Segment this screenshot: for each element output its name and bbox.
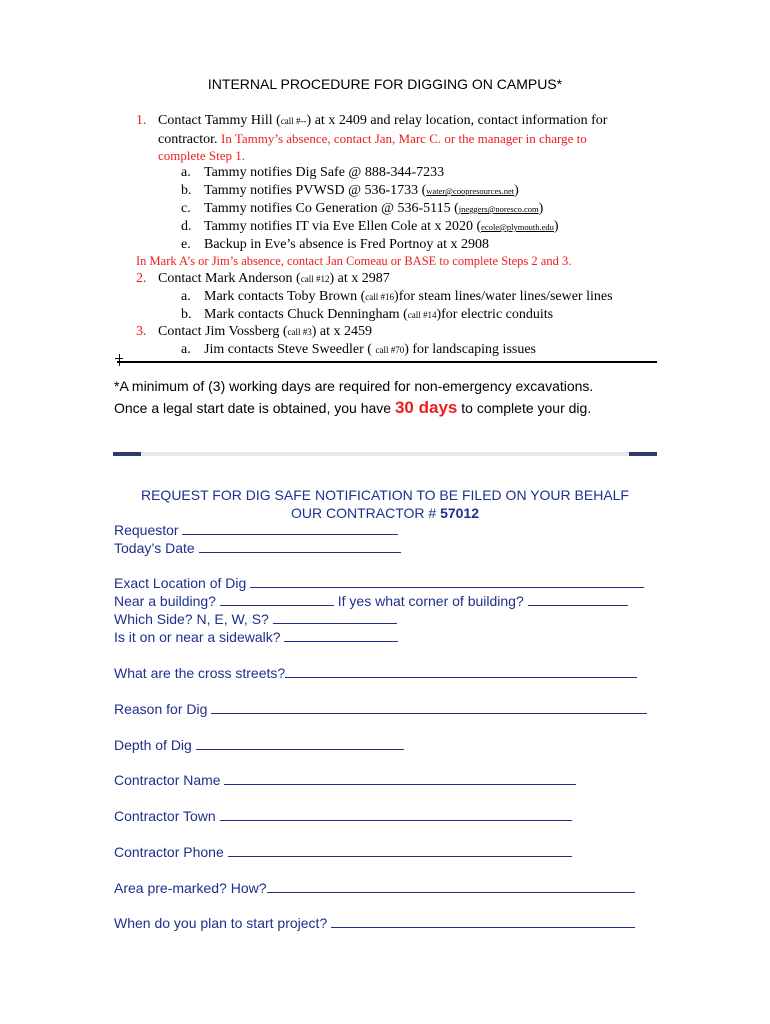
near-building-field: Near a building? If yes what corner of building? bbox=[114, 592, 628, 609]
email-link[interactable]: water@coopresources.net bbox=[426, 186, 515, 196]
sub-step-text: Mark contacts Toby Brown (call #16)for steam lines/water lines/sewer lines bbox=[204, 289, 613, 304]
depth-blank[interactable] bbox=[196, 736, 404, 750]
which-side-blank[interactable] bbox=[273, 610, 397, 624]
email-link[interactable]: jneggers@noresco.com bbox=[458, 204, 539, 214]
start-date-field: When do you plan to start project? bbox=[114, 914, 635, 931]
form-title: REQUEST FOR DIG SAFE NOTIFICATION TO BE FILED ON YOUR BEHALF OUR CONTRACTOR # 57012 bbox=[140, 487, 629, 521]
sub-step-text: Tammy notifies IT via Eve Ellen Cole at x 2020 (ecole@plymouth.edu) bbox=[204, 219, 559, 234]
sub-step-text: Tammy notifies PVWSD @ 536-1733 (water@coopresources.net) bbox=[204, 183, 519, 198]
step-1 bbox=[136, 112, 147, 129]
sub-step: b. bbox=[181, 307, 192, 322]
sub-step-text: Backup in Eve’s absence is Fred Portnoy at x 2908 bbox=[204, 237, 490, 252]
divider-cap bbox=[113, 452, 141, 456]
contractor-town-field: Contractor Town bbox=[114, 807, 572, 824]
section-divider bbox=[113, 452, 657, 456]
step-number: 2. bbox=[136, 271, 147, 286]
premarked-blank[interactable] bbox=[267, 879, 635, 893]
premarked-field: Area pre-marked? How? bbox=[114, 879, 635, 896]
contractor-name-blank[interactable] bbox=[224, 771, 576, 785]
requestor-blank[interactable] bbox=[182, 521, 398, 535]
step-number: 1. bbox=[136, 113, 147, 128]
sub-step-text: Jim contacts Steve Sweedler ( call #70) for landscaping issues bbox=[204, 342, 537, 357]
absence-note: In Mark A’s or Jim’s absence, contact Jan Comeau or BASE to complete Steps 2 and 3. bbox=[136, 254, 572, 268]
call-number: call #70 bbox=[375, 345, 405, 355]
email-link[interactable]: ecole@plymouth.edu bbox=[481, 222, 554, 232]
sub-step: a. bbox=[181, 165, 191, 180]
step-number: 3. bbox=[136, 324, 147, 339]
exact-location-field: Exact Location of Dig bbox=[114, 574, 644, 591]
sub-step: e. bbox=[181, 237, 191, 252]
cross-streets-field: What are the cross streets? bbox=[114, 664, 637, 681]
reason-blank[interactable] bbox=[211, 700, 647, 714]
sub-step-text: Tammy notifies Co Generation @ 536-5115 (jneggers@noresco.com) bbox=[204, 201, 544, 216]
cross-streets-blank[interactable] bbox=[285, 664, 637, 678]
todays-date-blank[interactable] bbox=[199, 539, 401, 553]
todays-date-field: Today’s Date bbox=[114, 539, 401, 556]
call-number: call #16 bbox=[365, 292, 395, 302]
contractor-town-blank[interactable] bbox=[220, 807, 572, 821]
sub-step: c. bbox=[181, 201, 191, 216]
absence-note-cont: complete Step 1. bbox=[158, 148, 246, 163]
depth-field: Depth of Dig bbox=[114, 736, 404, 753]
page-title: INTERNAL PROCEDURE FOR DIGGING ON CAMPUS* bbox=[207, 76, 563, 92]
notice-line-2: Once a legal start date is obtained, you have 30 days to complete your dig. bbox=[114, 398, 592, 417]
step-1-text: Contact Tammy Hill (call #--) at x 2409 and relay location, contact information for bbox=[158, 113, 608, 128]
corner-blank[interactable] bbox=[528, 592, 628, 606]
call-number: call #14 bbox=[407, 310, 437, 320]
near-building-blank[interactable] bbox=[220, 592, 334, 606]
contractor-phone-field: Contractor Phone bbox=[114, 843, 572, 860]
call-number: call #-- bbox=[280, 116, 307, 126]
rule-marker bbox=[119, 354, 120, 366]
sidewalk-field: Is it on or near a sidewalk? bbox=[114, 628, 398, 645]
requestor-field: Requestor bbox=[114, 521, 398, 538]
call-number: call #12 bbox=[300, 274, 330, 284]
start-date-blank[interactable] bbox=[331, 914, 635, 928]
reason-field: Reason for Dig bbox=[114, 700, 647, 717]
divider-cap bbox=[629, 452, 657, 456]
notice bbox=[114, 376, 714, 419]
sub-step-text: Mark contacts Chuck Denningham (call #14)for electric conduits bbox=[204, 307, 554, 322]
absence-note: In Tammy’s absence, contact Jan, Marc C. or the manager in charge to bbox=[220, 131, 587, 146]
rule-marker bbox=[115, 358, 123, 359]
step-2-text: Contact Mark Anderson (call #12) at x 2987 bbox=[158, 271, 390, 286]
section-rule bbox=[117, 361, 657, 363]
contractor-phone-blank[interactable] bbox=[228, 843, 572, 857]
sidewalk-blank[interactable] bbox=[284, 628, 398, 642]
sub-step: b. bbox=[181, 183, 192, 198]
step-2 bbox=[136, 270, 147, 287]
sub-step-text: Tammy notifies Dig Safe @ 888-344-7233 bbox=[204, 165, 445, 180]
call-number: call #3 bbox=[287, 327, 312, 337]
sub-step: a. bbox=[181, 342, 191, 357]
step-3 bbox=[136, 323, 147, 340]
exact-location-blank[interactable] bbox=[250, 574, 644, 588]
notice-line-1: *A minimum of (3) working days are required for non-emergency excavations. bbox=[114, 378, 594, 394]
step-3-text: Contact Jim Vossberg (call #3) at x 2459 bbox=[158, 324, 373, 339]
sub-step: a. bbox=[181, 289, 191, 304]
sub-step: d. bbox=[181, 219, 192, 234]
contractor-number: 57012 bbox=[440, 505, 480, 521]
contractor-name-field: Contractor Name bbox=[114, 771, 576, 788]
days-highlight: 30 days bbox=[394, 398, 458, 417]
step-1-continuation: contractor. In Tammy’s absence, contact Jan, Marc C. or the manager in charge to bbox=[158, 131, 587, 147]
which-side-field: Which Side? N, E, W, S? bbox=[114, 610, 397, 627]
